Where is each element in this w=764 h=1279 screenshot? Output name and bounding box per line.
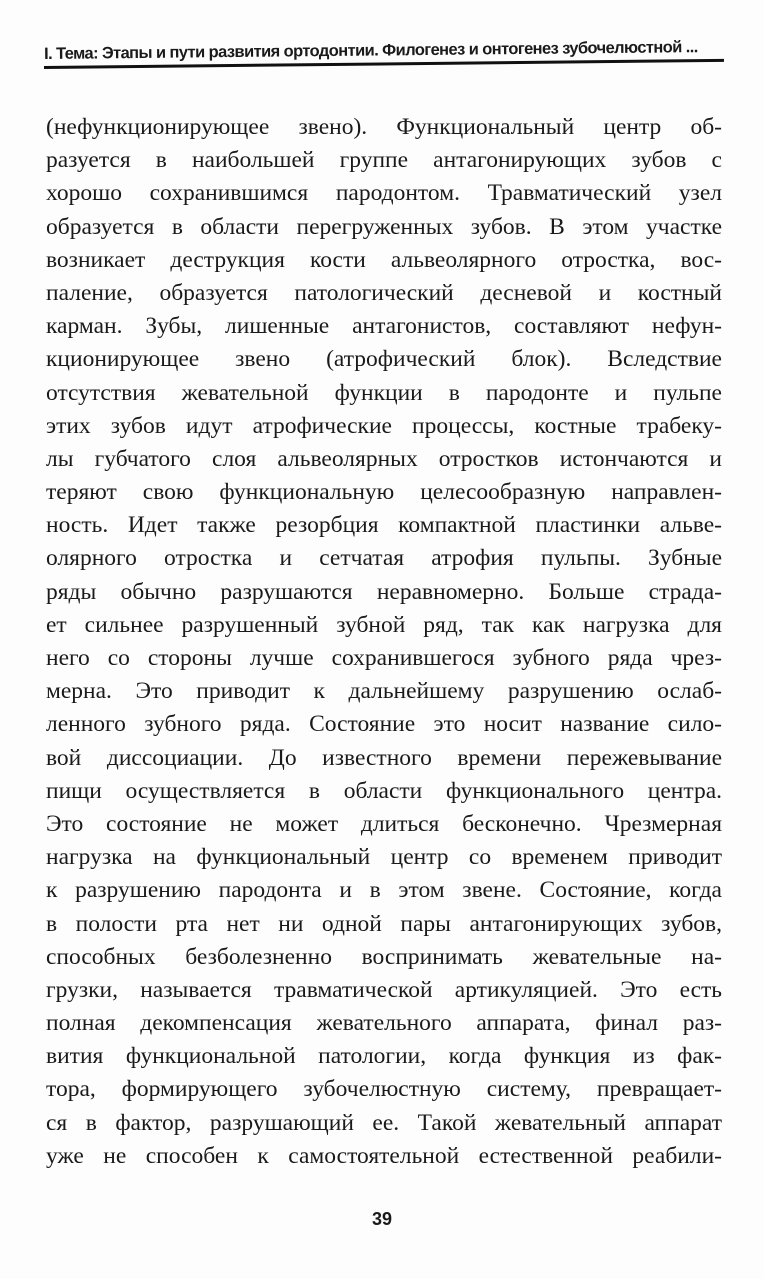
text-line: способных безболезненно воспринимать жевательные на-	[46, 943, 722, 970]
body-text	[46, 111, 722, 1173]
running-header: I. Тема: Этапы и пути развития ортодонтии. Филогенез и онтогенез зубочелюстной ...	[44, 38, 698, 63]
text-line: уже не способен к самостоятельной естественной реабили-	[46, 1142, 722, 1169]
text-line: карман. Зубы, лишенные антагонистов, составляют нефун-	[46, 313, 722, 340]
text-line: Это состояние не может длиться бесконечно. Чрезмерная	[46, 810, 722, 837]
text-line: образуется в области перегруженных зубов. В этом участке	[46, 213, 722, 240]
text-line: вой диссоциации. До известного времени пережевывание	[46, 744, 722, 771]
text-line: пищи осуществляется в области функционального центра.	[46, 777, 722, 804]
text-line: лы губчатого слоя альвеолярных отростков истончаются и	[46, 445, 722, 472]
text-line: ряды обычно разрушаются неравномерно. Больше страда-	[46, 578, 722, 605]
text-line: к разрушению пародонта и в этом звене. Состояние, когда	[46, 877, 722, 904]
text-line: мерна. Это приводит к дальнейшему разрушению ослаб-	[46, 678, 722, 705]
text-line: вития функциональной патологии, когда функция из фак-	[46, 1043, 722, 1070]
text-line: (нефункционирующее звено). Функциональный центр об-	[46, 114, 722, 140]
text-line: возникает деструкция кости альвеолярного отростка, вос-	[46, 246, 722, 273]
text-line: хорошо сохранившимся пародонтом. Травматический узел	[46, 180, 722, 207]
text-line: олярного отростка и сетчатая атрофия пульпы. Зубные	[46, 545, 722, 572]
text-line: грузки, называется травматической артикуляцией. Это есть	[46, 976, 722, 1003]
text-line: ность. Идет также резорбция компактной пластинки альве-	[46, 512, 722, 539]
page-number: 39	[371, 1209, 393, 1229]
text-line: кционирующее звено (атрофический блок). Вследствие	[46, 346, 722, 373]
text-line: ся в фактор, разрушающий ее. Такой жевательный аппарат	[46, 1109, 722, 1136]
text-line: него со стороны лучше сохранившегося зубного ряда чрез-	[46, 645, 722, 671]
text-line: отсутствия жевательной функции в пародонте и пульпе	[46, 379, 722, 406]
text-line: паление, образуется патологический десневой и костный	[46, 279, 722, 306]
text-line: полная декомпенсация жевательного аппарата, финал раз-	[46, 1010, 722, 1037]
text-line: нагрузка на функциональный центр со временем приводит	[46, 844, 722, 871]
text-line: ет сильнее разрушенный зубной ряд, так как нагрузка для	[46, 611, 722, 638]
text-line: ленного зубного ряда. Состояние это носит название сило-	[46, 711, 722, 738]
text-line: этих зубов идут атрофические процессы, костные трабеку-	[46, 412, 722, 439]
text-line: в полости рта нет ни одной пары антагонирующих зубов,	[46, 910, 722, 937]
text-line: разуется в наибольшей группе антагонирующих зубов с	[46, 147, 722, 174]
text-line: тора, формирующего зубочелюстную систему, превращает-	[46, 1076, 722, 1103]
text-line: теряют свою функциональную целесообразную направлен-	[46, 479, 722, 506]
